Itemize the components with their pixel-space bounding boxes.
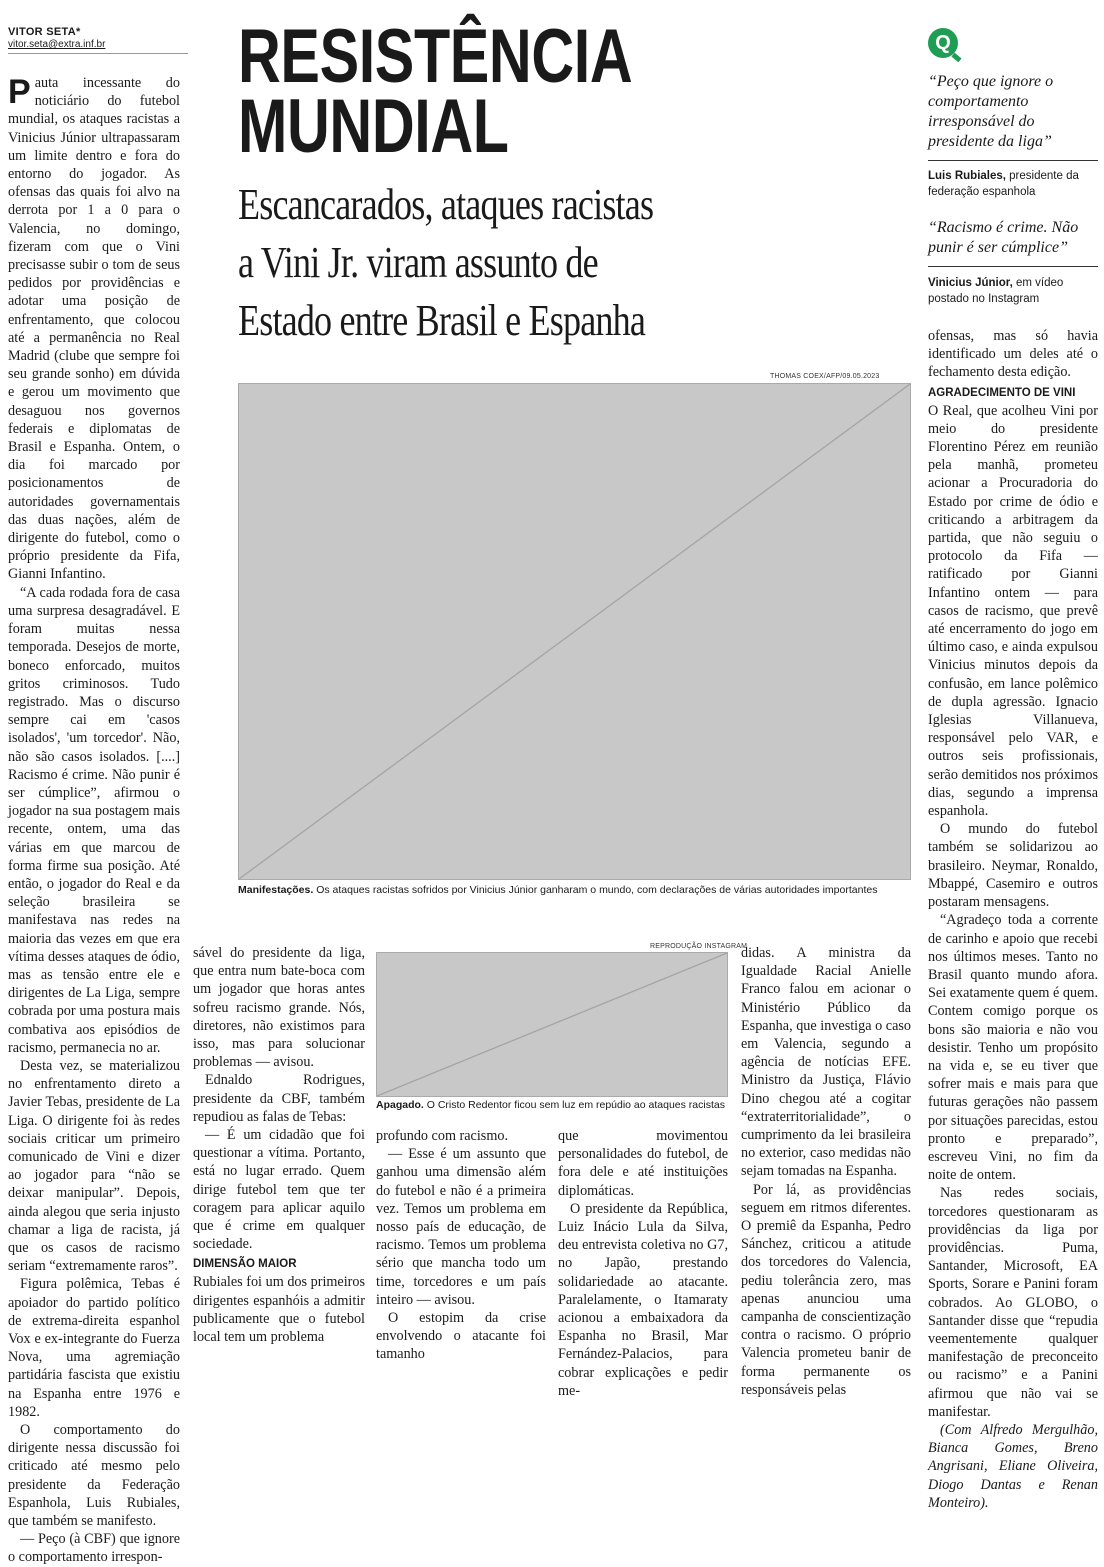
quote-1-attribution: Luis Rubiales, presidente da federação espanhola	[928, 170, 1079, 198]
main-photo-credit: THOMAS COEX/AFP/09.05.2023	[770, 373, 880, 380]
headline-line-2: MUNDIAL	[238, 84, 509, 169]
deck-line-1: Escancarados, ataques racistas	[238, 180, 654, 229]
paragraph: — Peço (à CBF) que ignore o comportamento irrespon-	[8, 1531, 180, 1566]
paragraph: “A cada rodada fora de casa uma surpresa desagradável. E foram muitas nessa temporada. Desejos de morte, boneco enforcado, muitos gritos criminosos. Tudo registrado. Mas o discurso sempre cai em 'casos isolados', 'um torcedor'. Não, não são casos isolados. [....] Racismo é crime. Não punir é ser cúmplice”, afirmou o jogador na sua postagem mais recente, ontem, uma das várias em que marcou de forma firme sua posição. Até então, o jogador do Real e da seleção brasileira se manifestava nas redes na maioria das vezes em que era vítima desses ataques de ódio, mas as tensão entre ele e dirigentes de La Liga, sempre cobrada por uma postura mais combativa aos episódios de racismo, permanecia no ar.	[8, 584, 180, 1056]
headline-line-1: RESISTÊNCIA	[238, 14, 633, 99]
paragraph: Pauta incessante do noticiário do futebol mundial, os ataques racistas a Vinicius Júnior ultrapassaram um limite dentro e fora do entorno do jogador. As ofensas das quais foi alvo na derrota por 1 a 0 para o Valencia, no domingo, fizeram com que o Vini precisasse subir o tom de seus pedidos por providências e adotar uma posição de enfrentamento, que colocou até a permanência no Real Madrid (clube que sempre foi seu grande sonho) em dúvida e gerou um movimento que desaguou nos governos federais e diplomatas de Brasil e Espanha. Ontem, o dia foi marcado por posicionamentos de autoridades governamentais das duas nações, além de dirigente do futebol, como o próprio presidente da Fifa, Gianni Infantino.	[8, 73, 180, 583]
paragraph: Desta vez, se materializou no enfrentamento direto a Javier Tebas, presidente de La Liga. O dirigente foi às redes sociais criticar um primeiro comunicado de Vini e dizer ao jogador para “não se deixar manipular”. Depois, ainda alegou que seria injusto chamar a liga de racista, já que os casos de racismo seriam “extremamente raros”.	[8, 1057, 180, 1275]
caption-label: Apagado.	[376, 1099, 424, 1111]
subhead: DIMENSÃO MAIOR	[193, 1258, 297, 1271]
paragraph: O presidente da República, Luiz Inácio Lula da Silva, deu entrevista coletiva no G7, no Japão, prestando solidariedade ao atacante. Paralelamente, o Itamaraty acionou a embaixadora da Espanha no Brasil, Mar Fernández-Palacios, para cobrar explicações e pedir me-	[558, 1200, 728, 1399]
drop-cap: P	[8, 73, 31, 111]
pull-quote-2: “Racismo é crime. Não punir é ser cúmplice”	[928, 219, 1079, 256]
paragraph: ofensas, mas só havia identificado um deles até o fechamento desta edição.	[928, 328, 1098, 381]
paragraph: “Agradeço toda a corrente de carinho e apoio que recebi nos últimos meses. Tanto no Brasil quanto mundo afora. Sei exatamente quem é quem. Contem comigo porque os bons são maioria e não vou desistir. Tenho um propósito na vida e, se eu tiver que sofrer mais e mais para que futuras gerações não passem por situações parecidas, estou pronto e preparado”, escreveu Vini, no fim da noite de ontem.	[928, 912, 1098, 1184]
subhead: AGRADECIMENTO DE VINI	[928, 386, 1076, 399]
small-photo[interactable]	[376, 952, 728, 1097]
quote-rule	[928, 266, 1098, 267]
caption-text: O Cristo Redentor ficou sem luz em repúdio ao ataques racistas	[423, 1099, 725, 1111]
pull-quote-1: “Peço que ignore o comportamento irresponsável do presidente da liga”	[928, 73, 1054, 150]
deck	[238, 176, 746, 350]
paragraph: Rubiales foi um dos primeiros dirigentes espanhóis a admitir publicamente que o futebol local tem um problema	[193, 1274, 365, 1346]
deck-line-2: a Vini Jr. viram assunto de	[238, 238, 598, 287]
paragraph: didas. A ministra da Igualdade Racial Anielle Franco falou em acionar o Ministério Público da Espanha, que investiga o caso em Valencia, segundo a agência de notícias EFE. Ministro da Justiça, Flávio Dino chegou até a cogitar “extraterritorialidade”, o cumprimento da lei brasileira no exterior, caso medidas não sejam tomadas na Espanha.	[741, 945, 911, 1180]
paragraph: Nas redes sociais, torcedores questionaram as providências da liga por providências. Puma, Santander, Microsoft, EA Sports, Sorare e Panini foram cobrados. Ao GLOBO, o Santander disse que “repudia veementemente qualquer manifestação de preconceito ou racismo” e a Panini afirmou que não vai se manifestar.	[928, 1185, 1098, 1420]
paragraph: O comportamento do dirigente nessa discussão foi criticado até mesmo pelo presidente da Federação Espanhola, Luis Rubiales, que também se manifesto.	[8, 1422, 180, 1530]
paragraph: sável do presidente da liga, que entra num bate-boca com um jogador que horas antes sofreu racismo grande. Nós, diretores, não existimos para isso, mas para solucionar problemas — avisou.	[193, 945, 365, 1071]
paragraph: Por lá, as providências seguem em ritmos diferentes. O premiê da Espanha, Pedro Sánchez, criticou a atitude dos torcedores do Valencia, pediu tolerância zero, mas apenas anunciou uma campanha de conscientização contra o racismo. O próprio Valencia prometeu banir de forma permanente os responsáveis pelas	[741, 1181, 911, 1398]
column-6	[928, 327, 1098, 1511]
paragraph: Figura polêmica, Tebas é apoiador do partido político de extrema-direita espanhol Vox e ex-integrante do Fuerza Nova, uma agremiação partidária fascista que existiu na Espanha entre 1976 e 1982.	[8, 1276, 180, 1420]
quote-2-attribution: Vinicius Júnior, em vídeo postado no Instagram	[928, 277, 1064, 305]
column-5	[741, 944, 911, 1398]
byline-name: VITOR SETA*	[8, 26, 81, 38]
deck-line-3: Estado entre Brasil e Espanha	[238, 296, 646, 345]
paragraph: O estopim da crise envolvendo o atacante foi tamanho	[376, 1310, 546, 1363]
paragraph: O mundo do futebol também se solidarizou ao brasileiro. Neymar, Ronaldo, Mbappé, Casemiro e outros postaram mensagens.	[928, 821, 1098, 911]
small-photo-caption	[376, 1099, 725, 1112]
small-photo-credit: REPRODUÇÃO INSTAGRAM	[650, 943, 748, 950]
paragraph: — É um cidadão que foi questionar a vítima. Portanto, está no lugar errado. Quem dirige futebol tem que ter coragem para aplicar aquilo que é crime em qualquer sociedade.	[193, 1127, 365, 1253]
quote-badge-icon: Q	[928, 28, 958, 58]
paragraph: profundo com racismo.	[376, 1128, 508, 1144]
paragraph: O Real, que acolheu Vini por meio do presidente Florentino Pérez em reunião pela manhã, prometeu acionar a Procuradoria do Estado por crime de ódio e criticando a arbitragem da partida, que não seguiu o protocolo da Fifa — ratificado por Gianni Infantino ontem — para casos de racismo, que prevê até encerramento do jogo em último caso, e ainda expulsou Vinicius minutos depois da confusão, em lance polêmico de dupla agressão. Ignacio Iglesias Villanueva, responsável pelo VAR, e outros seis profissionais, serão demitidos nos próximos dias, segundo a imprensa espanhola.	[928, 402, 1098, 820]
paragraph: — Esse é um assunto que ganhou uma dimensão além do futebol e não é a primeira vez. Temos um problema em nosso país de educação, de racismo. Temos um problema sério que mancha todo um time, torcedores e um país inteiro — avisou.	[376, 1146, 546, 1308]
paragraph: que movimentou personalidades do futebol, de fora dele e até instituições diplomáticas.	[558, 1128, 728, 1199]
main-photo[interactable]	[238, 383, 911, 880]
quote-rule	[928, 160, 1098, 161]
column-2	[193, 944, 365, 1346]
column-1	[8, 73, 180, 1566]
paragraph: (Com Alfredo Mergulhão, Bianca Gomes, Breno Angrisani, Eliane Oliveira, Diogo Dantas e Renan Monteiro).	[928, 1421, 1098, 1511]
caption-text: Os ataques racistas sofridos por Vinicius Júnior ganharam o mundo, com declarações de várias autoridades importantes	[313, 884, 878, 896]
main-photo-caption	[238, 884, 877, 897]
byline-rule	[8, 53, 188, 54]
byline-email[interactable]: vitor.seta@extra.inf.br	[8, 39, 106, 50]
paragraph: Ednaldo Rodrigues, presidente da CBF, também repudiou as falas de Tebas:	[193, 1072, 365, 1125]
column-3	[376, 1127, 546, 1363]
caption-label: Manifestações.	[238, 884, 314, 896]
headline	[238, 14, 753, 169]
column-4	[558, 1127, 728, 1399]
